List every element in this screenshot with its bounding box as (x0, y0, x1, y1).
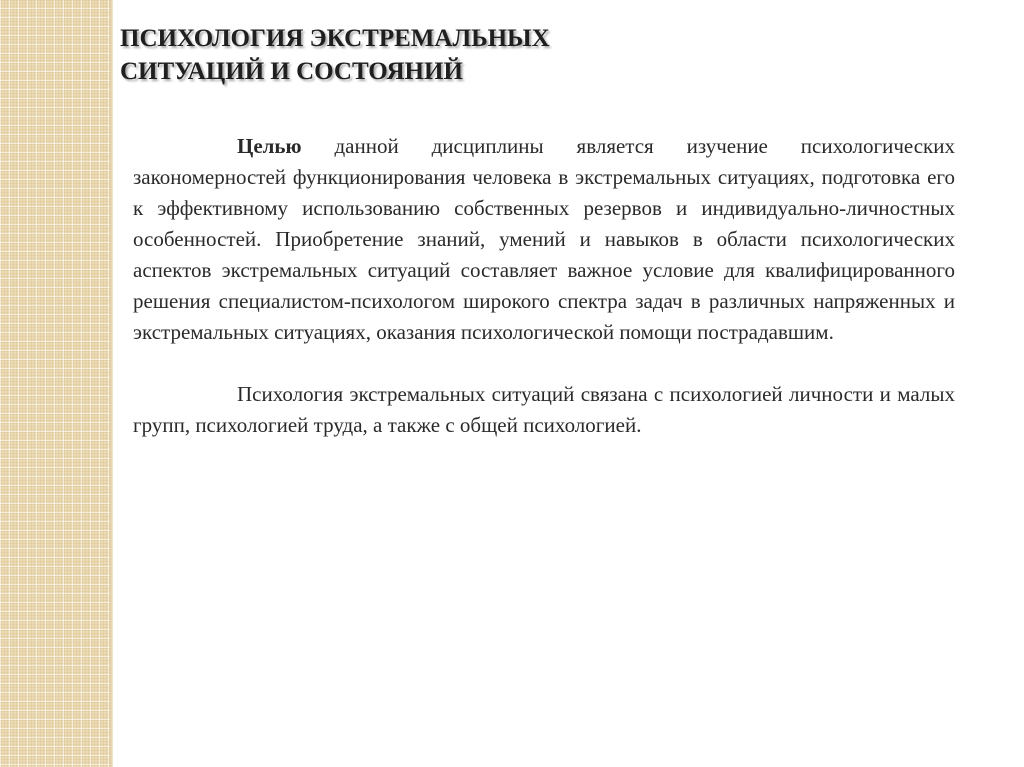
title-line-1: ПСИХОЛОГИЯ ЭКСТРЕМАЛЬНЫХ (120, 25, 550, 52)
paragraph-relations (133, 379, 955, 441)
paragraph-relations-text: Психология экстремальных ситуаций связана с психологией личности и малых групп, психологией труда, а также с общей психологией. (133, 382, 955, 437)
title-line-2: СИТУАЦИЙ И СОСТОЯНИЙ (120, 58, 463, 85)
slide-body (133, 131, 955, 441)
decorative-side-strip (0, 0, 110, 767)
paragraph-goal-bold-word: Целью (237, 134, 302, 158)
paragraph-goal-text: данной дисциплины является изучение психологических закономерностей функционирования человека в экстремальных ситуациях, подготовка его к эффективному использованию собственных резервов и индивидуально-личностных особенностей. Приобретение знаний, умений и навыков в области психологических аспектов экстремальных ситуаций составляет важное условие для квалифицированного решения специалистом-психологом широкого спектра задач в различных напряженных и экстремальных ситуациях, оказания психологической помощи пострадавшим. (133, 134, 955, 344)
slide-title (120, 22, 720, 88)
paragraph-goal (133, 131, 955, 348)
side-strip-edge (110, 0, 113, 767)
